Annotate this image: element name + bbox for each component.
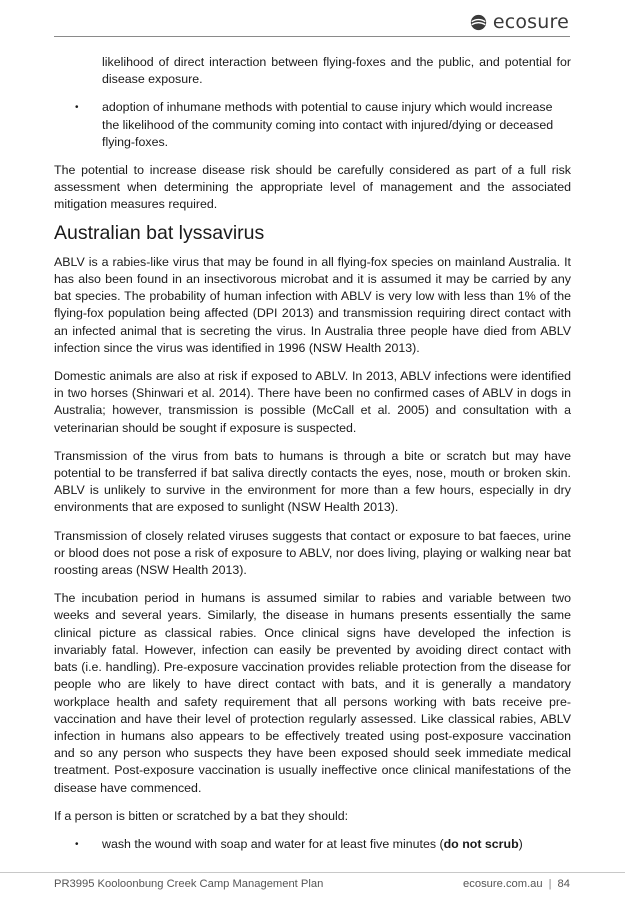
bullet-list-bottom (54, 836, 571, 853)
footer-separator: | (548, 878, 552, 890)
footer-divider (0, 872, 625, 873)
bullet-close: ) (518, 836, 523, 851)
page-body (54, 54, 571, 864)
page-header (470, 10, 569, 34)
header-divider (54, 36, 570, 37)
ecosure-logo-icon (470, 14, 487, 31)
paragraph-2: Domestic animals are also at risk if exposed to ABLV. In 2013, ABLV infections were identified in two horses (Shinwari et al. 2014). There have been no confirmed cases of ABLV in dogs in Australia; however, transmission is possible (McCall et al. 2005) and consultation with a veterinarian should be sought if exposure is suspected. (54, 369, 571, 435)
bullet-list-top (54, 99, 571, 151)
paragraph-4: Transmission of closely related viruses suggests that contact or exposure to bat faeces, urine or blood does not pose a risk of exposure to ABLV, nor does living, playing or walking near bat roosting areas (NSW Health 2013). (54, 528, 571, 578)
continued-bullet-text: likelihood of direct interaction between flying-foxes and the public, and potential for disease exposure. (102, 55, 571, 87)
website-link[interactable]: ecosure.com.au (463, 878, 543, 890)
paragraph-risk: The potential to increase disease risk should be carefully considered as part of a full risk assessment when determining the appropriate level of management and the associated mitigation measures required. (54, 163, 571, 212)
bullet-bold-text: do not scrub (443, 836, 519, 851)
bullet-text: wash the wound with soap and water for at least five minutes ( (102, 836, 444, 851)
bullet-item (54, 836, 571, 853)
paragraph-1: ABLV is a rabies-like virus that may be found in all flying-fox species on mainland Australia. It has also been found in an insectivorous microbat and it is assumed it may be carried by any bat species. The probability of human infection with ABLV is very low with less than 1% of the flying-fox population being affected (DPI 2013) and transmission requiring direct contact with an infected animal that is secreting the virus. In Australia three people have died from ABLV infection since the virus was identified in 1996 (NSW Health 2013). (54, 254, 571, 355)
paragraph-6: If a person is bitten or scratched by a bat they should: (54, 808, 349, 823)
paragraph-3: Transmission of the virus from bats to humans is through a bite or scratch but may have potential to be transferred if bat saliva directly contacts the eyes, nose, mouth or broken skin. ABLV is unlikely to survive in the environment for more than a few hours, especially in dry environments that are exposed to sunlight (NSW Health 2013). (54, 448, 571, 515)
bullet-item: • adoption of inhumane methods with potential to cause injury which would increase the likelihood of the community coming into contact with injured/dying or deceased flying-foxes. (54, 99, 571, 151)
section-heading: Australian bat lyssavirus (54, 221, 265, 244)
footer-right (463, 878, 570, 890)
page-number: 84 (557, 878, 570, 890)
page-footer (54, 878, 570, 890)
brand-name: ecosure (492, 11, 569, 33)
document-title: PR3995 Kooloonbung Creek Camp Management Plan (54, 878, 324, 890)
paragraph-5: The incubation period in humans is assumed similar to rabies and variable between two weeks and several years. Similarly, the disease in humans presents essentially the same clinical picture as classical rabies. Once clinical signs have developed the infection is invariably fatal. However, infection can easily be prevented by avoiding direct contact with bats (i.e. handling). Pre-exposure vaccination provides reliable protection from the disease for people who are likely to have direct contact with bats, and it is generally a mandatory workplace health and safety requirement that all persons working with bats receive pre-vaccination and have their level of protection regularly assessed. Like classical rabies, ABLV infection in humans also appears to be effectively treated using post-exposure vaccination and so any person who suspects they have been exposed should seek immediate medical treatment. Post-exposure vaccination is usually ineffective once clinical manifestations of the disease have commenced. (54, 591, 571, 795)
